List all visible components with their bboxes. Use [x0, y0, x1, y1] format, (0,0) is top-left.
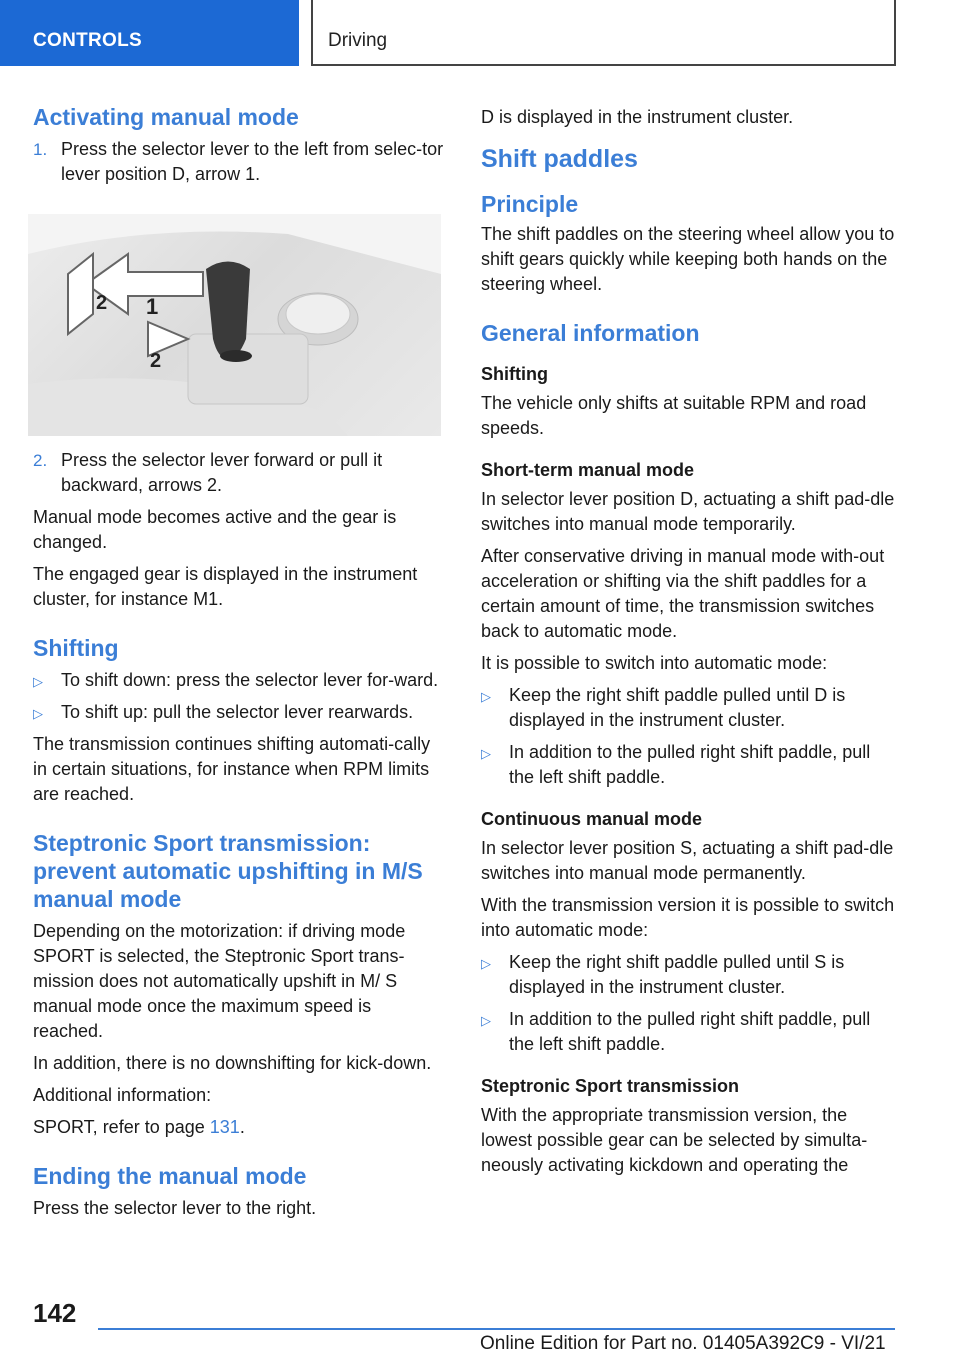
para-depending-motorization: Depending on the motorization: if driving mode SPORT is selected, the Steptronic Sport trans‐mission does not automatically upshift in M/ S manual mode once the maximum speed is reached. — [33, 921, 406, 1041]
page-number: 142 — [33, 1298, 77, 1328]
triangle-bullet-icon: ▷ — [481, 1013, 491, 1028]
list-item-text: In addition to the pulled right shift paddle, pull the left shift paddle. — [509, 742, 871, 787]
para-continuous: In selector lever position S, actuating a shift pad‐dle switches into manual mode permanently. — [481, 838, 894, 883]
para-steptronic-sport: With the appropriate transmission version, the lowest possible gear can be selected by simulta‐neously activating kickdown and operating the — [481, 1105, 868, 1175]
heading-shift-paddles: Shift paddles — [481, 145, 638, 173]
step-1 — [33, 137, 446, 187]
list-item-keep-s — [481, 950, 895, 1000]
para-gear-displayed: The engaged gear is displayed in the instrument cluster, for instance M1. — [33, 564, 418, 609]
para-possible-auto: It is possible to switch into automatic mode: — [481, 653, 828, 673]
right-column — [481, 100, 895, 1178]
triangle-bullet-icon: ▷ — [481, 689, 491, 704]
auto-mode-list-2 — [481, 950, 895, 1057]
list-item-shift-up — [33, 700, 446, 725]
arrow-label-2-bottom: 2 — [150, 350, 162, 372]
sport-reference — [33, 1115, 446, 1140]
subheading-steptronic-sport: Steptronic Sport transmission — [481, 1076, 740, 1096]
para-short-term: In selector lever position D, actuating a shift pad‐dle switches into manual mode temporarily. — [481, 489, 895, 534]
list-item-keep-d — [481, 683, 895, 733]
heading-activating-manual-mode: Activating manual mode — [33, 104, 299, 130]
para-continues-shifting: The transmission continues shifting automati‐cally in certain situations, for instance when RPM limits are reached. — [33, 734, 431, 804]
heading-steptronic-prevent-upshift: Steptronic Sport transmission: prevent automatic upshifting in M/S manual mode — [33, 830, 423, 912]
shifting-list — [33, 668, 446, 725]
list-item-pull-left-2 — [481, 1007, 895, 1057]
chapter-title: Driving — [311, 0, 896, 66]
list-item-text: In addition to the pulled right shift paddle, pull the left shift paddle. — [509, 1009, 871, 1054]
list-item-text: Keep the right shift paddle pulled until S is displayed in the instrument cluster. — [509, 952, 845, 997]
step-text: Press the selector lever forward or pull it backward, arrows 2. — [61, 450, 383, 495]
triangle-bullet-icon: ▷ — [33, 674, 43, 689]
section-tab: CONTROLS — [0, 0, 299, 66]
footer-divider — [98, 1328, 895, 1330]
triangle-bullet-icon: ▷ — [481, 746, 491, 761]
steps-list-1 — [33, 137, 446, 187]
step-number: 2. — [33, 451, 48, 470]
step-number: 1. — [33, 140, 48, 159]
page-link-131[interactable]: 131 — [209, 1117, 240, 1137]
para-shifting-rpm: The vehicle only shifts at suitable RPM and road speeds. — [481, 393, 867, 438]
arrow-label-1: 1 — [146, 294, 159, 319]
heading-principle: Principle — [481, 191, 579, 217]
subheading-continuous-manual: Continuous manual mode — [481, 809, 703, 829]
heading-shifting: Shifting — [33, 635, 119, 661]
subheading-shifting: Shifting — [481, 364, 548, 384]
left-column — [33, 100, 446, 1221]
triangle-bullet-icon: ▷ — [481, 956, 491, 971]
subheading-short-term-manual: Short-term manual mode — [481, 460, 695, 480]
para-ending: Press the selector lever to the right. — [33, 1198, 317, 1218]
sport-reference-end: . — [239, 1117, 245, 1137]
footer-edition: Online Edition for Part no. 01405A392C9 - VI/21 — [480, 1333, 886, 1354]
list-item-shift-down — [33, 668, 446, 693]
para-with-version: With the transmission version it is possible to switch into automatic mode: — [481, 895, 895, 940]
list-item-text: Keep the right shift paddle pulled until D is displayed in the instrument cluster. — [509, 685, 846, 730]
steps-list-2 — [33, 448, 446, 498]
triangle-bullet-icon: ▷ — [33, 706, 43, 721]
step-2 — [33, 448, 446, 498]
para-no-downshifting: In addition, there is no downshifting for kick‐down. — [33, 1053, 432, 1073]
step-text: Press the selector lever to the left from selec‐tor lever position D, arrow 1. — [61, 139, 444, 184]
list-item-text: To shift up: pull the selector lever rearwards. — [61, 702, 414, 722]
para-additional-info: Additional information: — [33, 1085, 212, 1105]
selector-lever-graphic — [28, 214, 441, 436]
sport-reference-text: SPORT, refer to page — [33, 1117, 210, 1137]
selector-lever-illustration — [28, 214, 441, 436]
auto-mode-list-1 — [481, 683, 895, 790]
para-d-displayed: D is displayed in the instrument cluster. — [481, 107, 794, 127]
para-manual-active: Manual mode becomes active and the gear is changed. — [33, 507, 397, 552]
list-item-pull-left-1 — [481, 740, 895, 790]
list-item-text: To shift down: press the selector lever for‐ward. — [61, 670, 439, 690]
heading-general-information: General information — [481, 320, 700, 346]
heading-ending-manual-mode: Ending the manual mode — [33, 1163, 307, 1189]
arrow-label-2-top: 2 — [96, 292, 108, 314]
para-principle: The shift paddles on the steering wheel allow you to shift gears quickly while keeping both hands on the steering wheel. — [481, 224, 895, 294]
para-after-conservative: After conservative driving in manual mode with‐out acceleration or shifting via the shift paddles for a certain amount of time, the transmission switches back to automatic mode. — [481, 546, 885, 641]
